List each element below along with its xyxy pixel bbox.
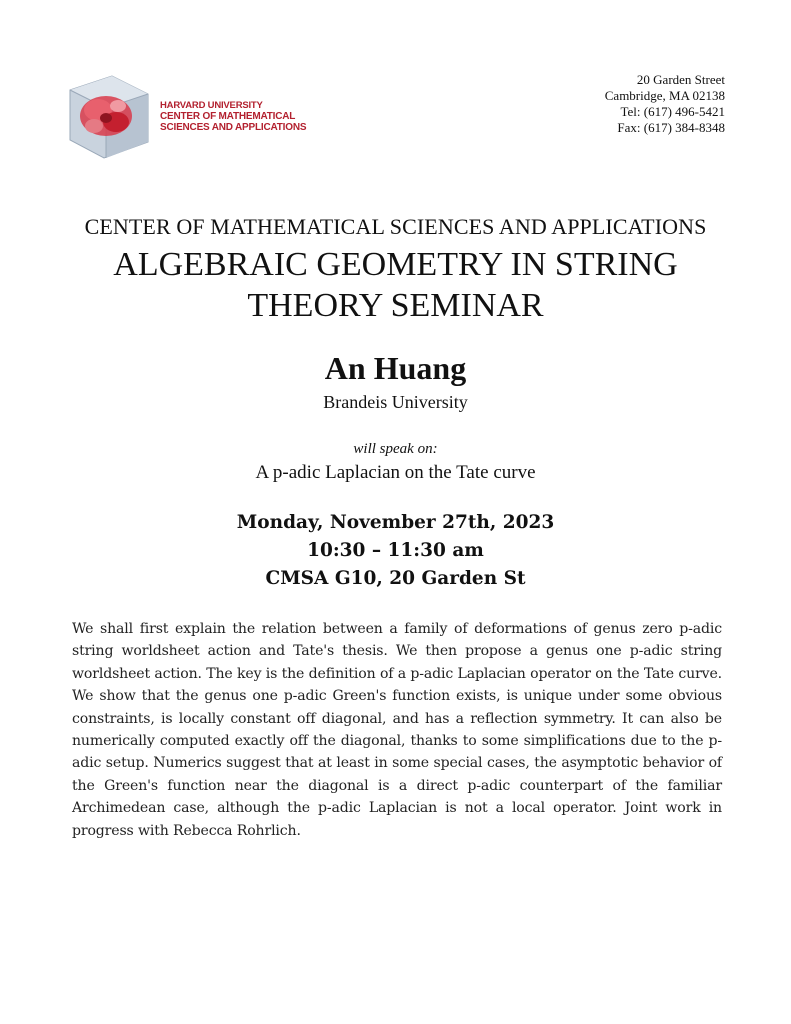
logo-line-university: HARVARD UNIVERSITY (160, 100, 263, 111)
will-speak-label: will speak on: (353, 441, 438, 457)
speaker-name: An Huang (324, 350, 467, 386)
address-block (605, 72, 725, 136)
address-city: Cambridge, MA 02138 (604, 88, 725, 103)
logo-line-center: CENTER OF MATHEMATICAL (160, 111, 296, 122)
address-street: 20 Garden Street (636, 72, 725, 87)
speaker-affiliation: Brandeis University (323, 392, 468, 412)
logo-line-sciences: SCIENCES AND APPLICATIONS (160, 122, 307, 133)
abstract-paragraph: We shall first explain the relation between a family of deformations of genus zero p-adic string worldsheet action and Tate's thesis. We then propose a genus one p-adic string worldsheet action. The key is the definition of a p-adic Laplacian operator on the Tate curve. We show that the genus one p-adic Green's function exists, is unique under some obvious constraints, is locally constant off diagonal, and has a reflection symmetry. It can also be numerically computed exactly off the diagonal, thanks to some simplifications due to the p-adic setup. Numerics suggest that at least in some special cases, the asymptotic behavior of the Green's function near the diagonal is a direct p-adic counterpart of the familiar Archimedean case, although the p-adic Laplacian is not a local operator. Joint work in progress with Rebecca Rohrlich. (72, 621, 722, 839)
event-location: CMSA G10, 20 Garden St (265, 568, 526, 589)
event-date: Monday, November 27th, 2023 (236, 512, 555, 533)
address-tel: Tel: (617) 496-5421 (620, 104, 725, 119)
cmsa-wordmark (160, 100, 306, 133)
seminar-title: ALGEBRAIC GEOMETRY IN STRING THEORY SEMINAR (113, 246, 678, 324)
talk-title: A p-adic Laplacian on the Tate curve (255, 462, 536, 483)
address-fax: Fax: (617) 384-8348 (617, 120, 725, 135)
cmsa-cube-logo-icon (64, 72, 152, 160)
center-name-heading: CENTER OF MATHEMATICAL SCIENCES AND APPLICATIONS (84, 214, 707, 239)
event-details (0, 509, 791, 593)
event-time: 10:30 – 11:30 am (307, 540, 484, 561)
